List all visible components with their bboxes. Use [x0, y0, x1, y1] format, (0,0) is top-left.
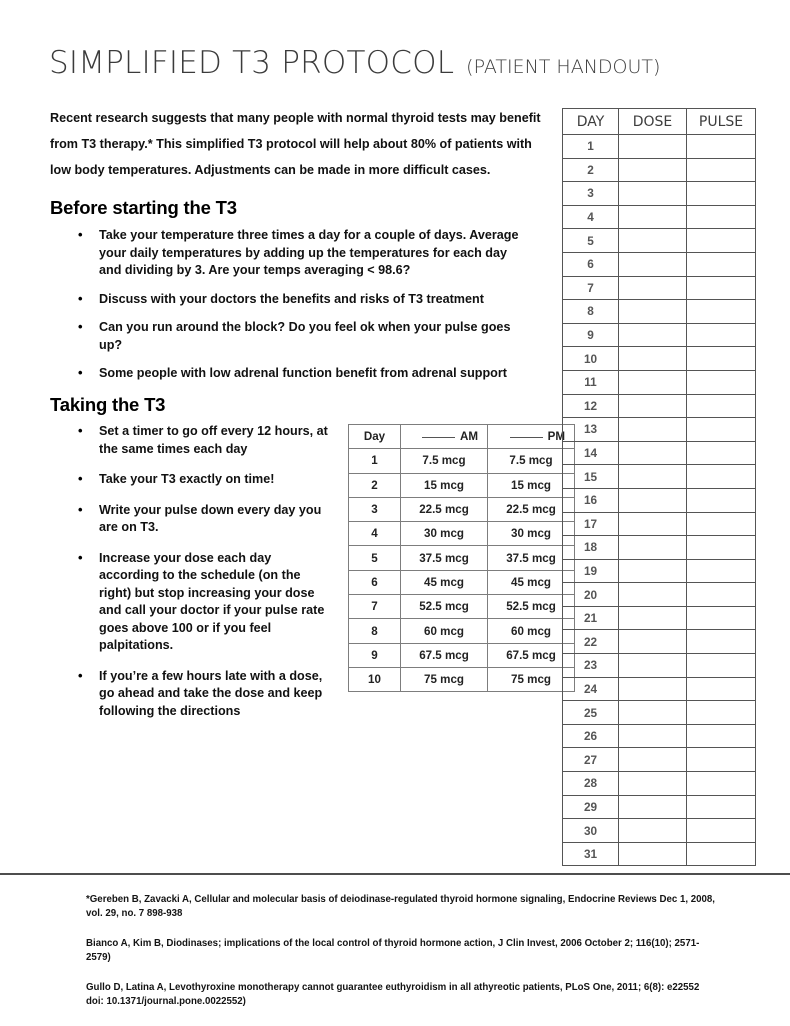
tracking-header-pulse: PULSE — [687, 109, 756, 135]
footnote-citation: Gullo D, Latina A, Levothyroxine monotherapy cannot guarantee euthyroidism in all athyreotic patients, PLoS One, 2011; 6(8): e22552 doi: 10.1371/journal.pone.0022552) — [86, 982, 700, 1007]
dose-cell-pm: 60 mcg — [488, 619, 575, 643]
tracking-cell-pulse[interactable] — [687, 842, 756, 866]
table-row — [563, 654, 756, 678]
footnote-citation: Bianco A, Kim B, Diodinases; implications of the local control of thyroid hormone action, J Clin Invest, 2006 October 2; 116(10); 2571-2579) — [86, 938, 700, 963]
tracking-cell-pulse[interactable] — [687, 819, 756, 843]
tracking-cell-dose[interactable] — [619, 394, 687, 418]
tracking-cell-dose[interactable] — [619, 135, 687, 159]
tracking-cell-pulse[interactable] — [687, 654, 756, 678]
footnote-citation: *Gereben B, Zavacki A, Cellular and molecular basis of deiodinase-regulated thyroid hormone signaling, Endocrine Reviews Dec 1, 2008, vol. 29, no. 7 898-938 — [86, 894, 715, 919]
tracking-cell-pulse[interactable] — [687, 701, 756, 725]
tracking-cell-day: 8 — [563, 300, 619, 324]
tracking-cell-pulse[interactable] — [687, 418, 756, 442]
tracking-cell-dose[interactable] — [619, 229, 687, 253]
list-item: • Increase your dose each day according to the schedule (on the right) but stop increasing your dose and call your doctor if your pulse rate goes above 100 or if you feel palpitations. — [72, 550, 334, 655]
tracking-cell-day: 6 — [563, 252, 619, 276]
page-title-subtitle: (PATIENT HANDOUT) — [466, 56, 661, 78]
before-starting-bullet-list — [72, 227, 522, 394]
table-row — [563, 559, 756, 583]
tracking-cell-day: 28 — [563, 772, 619, 796]
tracking-cell-pulse[interactable] — [687, 347, 756, 371]
dose-cell-pm: 22.5 mcg — [488, 497, 575, 521]
tracking-cell-day: 14 — [563, 441, 619, 465]
tracking-cell-pulse[interactable] — [687, 465, 756, 489]
table-row — [349, 473, 575, 497]
table-row — [563, 276, 756, 300]
tracking-cell-day: 13 — [563, 418, 619, 442]
table-header-row — [563, 109, 756, 135]
dose-cell-am: 15 mcg — [401, 473, 488, 497]
dose-cell-day: 3 — [349, 497, 401, 521]
dose-cell-am: 60 mcg — [401, 619, 488, 643]
tracking-cell-dose[interactable] — [619, 819, 687, 843]
dose-cell-pm: 45 mcg — [488, 570, 575, 594]
dose-cell-pm: 52.5 mcg — [488, 595, 575, 619]
dose-cell-am: 37.5 mcg — [401, 546, 488, 570]
tracking-cell-dose[interactable] — [619, 182, 687, 206]
table-row — [563, 394, 756, 418]
daily-tracking-table — [562, 108, 756, 866]
tracking-cell-pulse[interactable] — [687, 441, 756, 465]
tracking-cell-pulse[interactable] — [687, 606, 756, 630]
tracking-cell-dose[interactable] — [619, 465, 687, 489]
tracking-cell-day: 25 — [563, 701, 619, 725]
dose-cell-day: 5 — [349, 546, 401, 570]
dose-header-day: Day — [349, 425, 401, 449]
dose-cell-am: 67.5 mcg — [401, 643, 488, 667]
list-item: • Can you run around the block? Do you feel ok when your pulse goes up? — [72, 319, 522, 354]
tracking-cell-pulse[interactable] — [687, 135, 756, 159]
table-row — [349, 570, 575, 594]
dose-cell-pm: 37.5 mcg — [488, 546, 575, 570]
list-item: • If you’re a few hours late with a dose, go ahead and take the dose and keep following the directions — [72, 668, 334, 721]
tracking-cell-day: 23 — [563, 654, 619, 678]
tracking-cell-day: 3 — [563, 182, 619, 206]
dose-cell-pm: 7.5 mcg — [488, 449, 575, 473]
dose-cell-day: 8 — [349, 619, 401, 643]
tracking-cell-day: 24 — [563, 677, 619, 701]
dose-cell-day: 4 — [349, 522, 401, 546]
page-title — [49, 45, 660, 81]
table-row — [563, 512, 756, 536]
tracking-cell-pulse[interactable] — [687, 724, 756, 748]
table-row — [563, 418, 756, 442]
tracking-cell-day: 12 — [563, 394, 619, 418]
tracking-cell-dose[interactable] — [619, 842, 687, 866]
tracking-cell-dose[interactable] — [619, 724, 687, 748]
list-item: • Take your T3 exactly on time! — [72, 471, 334, 489]
tracking-cell-pulse[interactable] — [687, 323, 756, 347]
dose-header-am-label: AM — [459, 430, 478, 444]
table-row — [563, 158, 756, 182]
dose-header-pm-label: PM — [547, 430, 565, 444]
dose-cell-pm: 67.5 mcg — [488, 643, 575, 667]
taking-the-t3-bullet-list — [72, 423, 334, 733]
tracking-cell-pulse[interactable] — [687, 677, 756, 701]
section-heading-before-starting: Before starting the T3 — [50, 197, 237, 218]
tracking-cell-pulse[interactable] — [687, 300, 756, 324]
tracking-cell-dose[interactable] — [619, 772, 687, 796]
tracking-cell-dose[interactable] — [619, 276, 687, 300]
tracking-cell-dose[interactable] — [619, 158, 687, 182]
tracking-cell-day: 1 — [563, 135, 619, 159]
dose-cell-am: 30 mcg — [401, 522, 488, 546]
tracking-header-dose: DOSE — [619, 109, 687, 135]
table-row — [563, 842, 756, 866]
tracking-cell-pulse[interactable] — [687, 795, 756, 819]
table-row — [563, 182, 756, 206]
table-row — [349, 595, 575, 619]
dose-table-body — [349, 449, 575, 692]
tracking-cell-pulse[interactable] — [687, 488, 756, 512]
tracking-cell-day: 5 — [563, 229, 619, 253]
dose-cell-day: 10 — [349, 667, 401, 691]
section-heading-taking-the-t3: Taking the T3 — [50, 394, 166, 415]
table-row — [349, 522, 575, 546]
write-in-blank-line — [422, 437, 455, 438]
dose-header-am — [401, 425, 488, 449]
tracking-cell-day: 31 — [563, 842, 619, 866]
table-row — [563, 536, 756, 560]
tracking-cell-day: 9 — [563, 323, 619, 347]
tracking-cell-day: 29 — [563, 795, 619, 819]
tracking-cell-day: 21 — [563, 606, 619, 630]
table-row — [563, 795, 756, 819]
tracking-cell-pulse[interactable] — [687, 394, 756, 418]
table-row — [349, 497, 575, 521]
table-row — [563, 606, 756, 630]
dose-cell-am: 7.5 mcg — [401, 449, 488, 473]
table-row — [349, 619, 575, 643]
tracking-cell-day: 26 — [563, 724, 619, 748]
table-row — [349, 643, 575, 667]
tracking-cell-day: 19 — [563, 559, 619, 583]
table-row — [563, 205, 756, 229]
dose-cell-day: 6 — [349, 570, 401, 594]
tracking-cell-day: 30 — [563, 819, 619, 843]
footnote-citations — [86, 893, 719, 1026]
tracking-cell-pulse[interactable] — [687, 229, 756, 253]
tracking-cell-dose[interactable] — [619, 606, 687, 630]
dose-cell-am: 22.5 mcg — [401, 497, 488, 521]
table-header-row — [349, 425, 575, 449]
page-title-main: SIMPLIFIED T3 PROTOCOL — [49, 45, 455, 81]
table-row — [563, 701, 756, 725]
dose-cell-pm: 15 mcg — [488, 473, 575, 497]
tracking-cell-day: 15 — [563, 465, 619, 489]
dose-cell-am: 45 mcg — [401, 570, 488, 594]
tracking-cell-pulse[interactable] — [687, 559, 756, 583]
dose-cell-pm: 75 mcg — [488, 667, 575, 691]
footer-divider — [0, 873, 790, 875]
table-row — [349, 546, 575, 570]
table-row — [349, 667, 575, 691]
tracking-cell-dose[interactable] — [619, 323, 687, 347]
tracking-cell-pulse[interactable] — [687, 182, 756, 206]
list-item: • Take your temperature three times a day for a couple of days. Average your daily temperatures by adding up the temperatures for each day and dividing by 3. Are your temps averaging < 98.6? — [72, 227, 522, 280]
tracking-cell-dose[interactable] — [619, 559, 687, 583]
tracking-cell-pulse[interactable] — [687, 748, 756, 772]
dose-cell-day: 2 — [349, 473, 401, 497]
tracking-cell-dose[interactable] — [619, 205, 687, 229]
dose-cell-pm: 30 mcg — [488, 522, 575, 546]
dose-cell-day: 1 — [349, 449, 401, 473]
table-row — [563, 323, 756, 347]
tracking-cell-day: 22 — [563, 630, 619, 654]
table-row — [563, 252, 756, 276]
tracking-cell-pulse[interactable] — [687, 252, 756, 276]
table-row — [563, 772, 756, 796]
list-item: • Some people with low adrenal function benefit from adrenal support — [72, 365, 522, 383]
tracking-cell-day: 20 — [563, 583, 619, 607]
tracking-cell-pulse[interactable] — [687, 630, 756, 654]
tracking-cell-dose[interactable] — [619, 536, 687, 560]
table-row — [563, 347, 756, 371]
tracking-cell-dose[interactable] — [619, 630, 687, 654]
tracking-cell-dose[interactable] — [619, 512, 687, 536]
tracking-cell-dose[interactable] — [619, 370, 687, 394]
tracking-cell-dose[interactable] — [619, 300, 687, 324]
tracking-cell-day: 10 — [563, 347, 619, 371]
list-item: • Set a timer to go off every 12 hours, at the same times each day — [72, 423, 334, 458]
tracking-cell-pulse[interactable] — [687, 772, 756, 796]
table-row — [563, 488, 756, 512]
tracking-cell-pulse[interactable] — [687, 583, 756, 607]
tracking-cell-pulse[interactable] — [687, 205, 756, 229]
table-row — [563, 583, 756, 607]
table-row — [563, 630, 756, 654]
table-row — [563, 370, 756, 394]
tracking-cell-day: 4 — [563, 205, 619, 229]
tracking-cell-pulse[interactable] — [687, 370, 756, 394]
tracking-cell-day: 11 — [563, 370, 619, 394]
tracking-cell-dose[interactable] — [619, 701, 687, 725]
tracking-cell-day: 16 — [563, 488, 619, 512]
table-row — [563, 724, 756, 748]
tracking-cell-day: 27 — [563, 748, 619, 772]
tracking-cell-day: 18 — [563, 536, 619, 560]
table-row — [563, 677, 756, 701]
tracking-table-body — [563, 135, 756, 866]
table-row — [563, 441, 756, 465]
tracking-cell-dose[interactable] — [619, 488, 687, 512]
tracking-cell-dose[interactable] — [619, 347, 687, 371]
table-row — [349, 449, 575, 473]
tracking-cell-dose[interactable] — [619, 418, 687, 442]
tracking-cell-dose[interactable] — [619, 748, 687, 772]
list-item: • Discuss with your doctors the benefits and risks of T3 treatment — [72, 291, 522, 309]
tracking-cell-day: 7 — [563, 276, 619, 300]
table-row — [563, 819, 756, 843]
tracking-cell-dose[interactable] — [619, 252, 687, 276]
tracking-cell-pulse[interactable] — [687, 512, 756, 536]
tracking-cell-pulse[interactable] — [687, 276, 756, 300]
dose-cell-am: 52.5 mcg — [401, 595, 488, 619]
tracking-cell-dose[interactable] — [619, 583, 687, 607]
table-row — [563, 135, 756, 159]
table-row — [563, 300, 756, 324]
tracking-cell-dose[interactable] — [619, 654, 687, 678]
tracking-cell-dose[interactable] — [619, 795, 687, 819]
tracking-cell-day: 2 — [563, 158, 619, 182]
dose-cell-day: 9 — [349, 643, 401, 667]
dose-cell-day: 7 — [349, 595, 401, 619]
dose-schedule-table — [348, 424, 575, 692]
tracking-cell-dose[interactable] — [619, 441, 687, 465]
table-row — [563, 465, 756, 489]
tracking-cell-day: 17 — [563, 512, 619, 536]
table-row — [563, 229, 756, 253]
write-in-blank-line — [510, 437, 543, 438]
dose-cell-am: 75 mcg — [401, 667, 488, 691]
tracking-header-day: DAY — [563, 109, 619, 135]
table-row — [563, 748, 756, 772]
tracking-cell-pulse[interactable] — [687, 536, 756, 560]
list-item: • Write your pulse down every day you are on T3. — [72, 502, 334, 537]
intro-paragraph: Recent research suggests that many people with normal thyroid tests may benefit from T3 therapy.* This simplified T3 protocol will help about 80% of patients with low body temperatures. Adjustments can be made in more difficult cases. — [50, 111, 541, 177]
tracking-cell-dose[interactable] — [619, 677, 687, 701]
tracking-cell-pulse[interactable] — [687, 158, 756, 182]
